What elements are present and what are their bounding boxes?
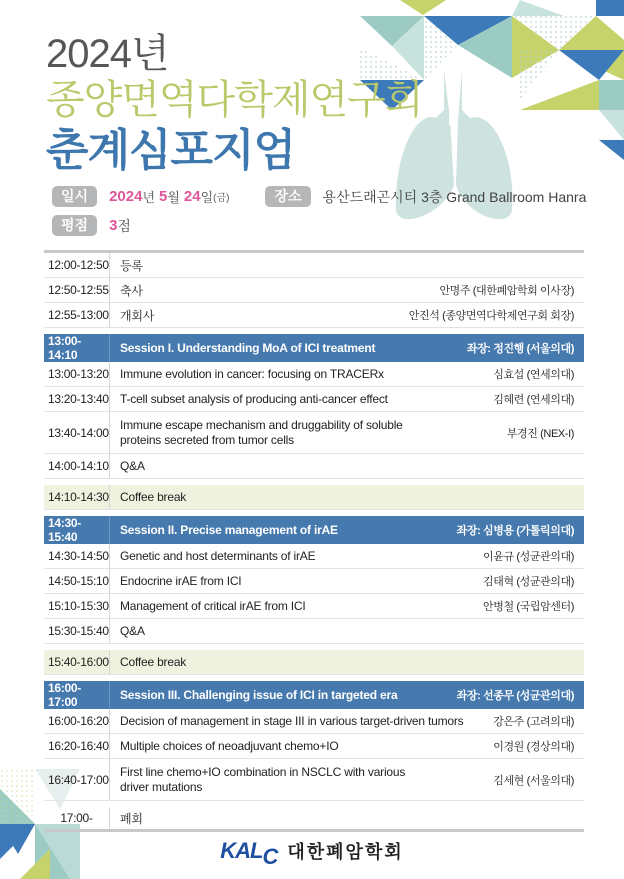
- date-year-unit: 년: [142, 190, 155, 205]
- society-name: 대한폐암학회: [287, 842, 404, 862]
- row-topic: Coffee break: [120, 655, 187, 669]
- schedule-row: [44, 362, 584, 387]
- row-time: 16:00-16:20: [44, 709, 110, 733]
- row-topic: T-cell subset analysis of producing anti-cancer effect: [120, 392, 388, 406]
- footer-logo: [0, 838, 624, 869]
- row-time: 12:00-12:50: [44, 253, 110, 277]
- schedule-row: [44, 709, 584, 734]
- session-chair: 좌장: 선종무 (성균관의대): [456, 690, 574, 702]
- logo-mark-text: KAL: [220, 838, 263, 863]
- credits-unit: 점: [117, 217, 131, 234]
- row-topic: Immune escape mechanism and druggability of soluble proteins secreted from tumor cells: [120, 417, 403, 447]
- schedule-row: [44, 544, 584, 569]
- row-topic: 축사: [120, 283, 143, 298]
- date-venue-row: [52, 186, 586, 207]
- row-speaker: 김세현 (서울의대): [493, 774, 574, 787]
- date-label-badge: 일시: [52, 186, 97, 207]
- row-topic: 개회사: [120, 308, 155, 323]
- row-topic: Q&A: [120, 624, 145, 638]
- row-speaker: 심효섭 (연세의대): [493, 369, 574, 381]
- kalc-logo-icon: [220, 838, 278, 869]
- row-topic: 폐회: [120, 811, 143, 826]
- row-topic: Immune evolution in cancer: focusing on TRACERx: [120, 367, 384, 381]
- row-time: 13:00-13:20: [44, 362, 110, 386]
- event-year: 2024년: [46, 32, 169, 76]
- row-topic: Endocrine irAE from ICI: [120, 574, 242, 588]
- logo-mark-sub: C: [262, 844, 278, 869]
- row-topic: Decision of management in stage III in various target-driven tumors: [120, 714, 464, 728]
- session-title: Session II. Precise management of irAE: [120, 523, 338, 537]
- schedule-row: [44, 759, 584, 801]
- schedule-row: [44, 454, 584, 479]
- session-time: 13:00-14:10: [44, 334, 110, 362]
- session-header-row: [44, 334, 584, 362]
- venue-label-badge: 장소: [265, 186, 310, 207]
- session-time: 14:30-15:40: [44, 516, 110, 544]
- row-time: 14:30-14:50: [44, 544, 110, 568]
- row-time: 14:50-15:10: [44, 569, 110, 593]
- row-speaker: 이경원 (경상의대): [493, 741, 574, 753]
- row-time: 15:10-15:30: [44, 594, 110, 618]
- coffee-break-row: [44, 650, 584, 675]
- row-topic: Q&A: [120, 459, 145, 473]
- row-topic: Coffee break: [120, 490, 187, 504]
- session-header-row: [44, 516, 584, 544]
- row-time: 15:30-15:40: [44, 619, 110, 643]
- row-time: 13:40-14:00: [44, 412, 110, 453]
- schedule-row: [44, 569, 584, 594]
- row-topic: Genetic and host determinants of irAE: [120, 549, 316, 563]
- organization-name: 종양면역다학제연구회: [46, 78, 423, 122]
- row-speaker: 안병철 (국립암센터): [483, 601, 574, 613]
- session-chair: 좌장: 심병용 (가톨릭의대): [456, 525, 574, 537]
- credits-value: 3: [109, 217, 118, 234]
- credits-row: [52, 215, 131, 236]
- schedule-row: [44, 734, 584, 759]
- row-time: 15:40-16:00: [44, 650, 110, 674]
- schedule-row: [44, 619, 584, 644]
- date-weekday: (금): [213, 193, 230, 204]
- session-header-row: [44, 681, 584, 709]
- row-time: 13:20-13:40: [44, 387, 110, 411]
- row-topic: First line chemo+IO combination in NSCLC with various driver mutations: [120, 764, 406, 794]
- row-speaker: 이윤규 (성균관의대): [483, 551, 574, 563]
- schedule-row: [44, 253, 584, 278]
- schedule-row: [44, 594, 584, 619]
- date-month: 5: [159, 188, 168, 205]
- coffee-break-row: [44, 485, 584, 510]
- row-speaker: 안진석 (종양면역다학제연구회 회장): [408, 310, 574, 322]
- schedule-row: [44, 278, 584, 303]
- row-speaker: 안명주 (대한폐암학회 이사장): [439, 285, 574, 297]
- session-chair: 좌장: 정진행 (서울의대): [466, 343, 574, 355]
- session-title: Session I. Understanding MoA of ICI treatment: [120, 341, 376, 355]
- row-speaker: 강은주 (고려의대): [493, 716, 574, 728]
- row-time: 12:55-13:00: [44, 303, 110, 327]
- credits-label-badge: 평점: [52, 215, 97, 236]
- row-time: 16:20-16:40: [44, 734, 110, 758]
- row-topic: Management of critical irAE from ICI: [120, 599, 306, 613]
- row-time: 17:00-: [44, 807, 110, 829]
- row-speaker: 김태혁 (성균관의대): [483, 576, 574, 588]
- row-topic: Multiple choices of neoadjuvant chemo+IO: [120, 739, 339, 753]
- date-month-unit: 월: [167, 190, 180, 205]
- row-speaker: 김혜련 (연세의대): [493, 394, 574, 406]
- date-day-unit: 일: [200, 190, 214, 205]
- schedule-row: [44, 387, 584, 412]
- schedule-row: [44, 412, 584, 454]
- row-speaker: 부경진 (NEX-I): [506, 427, 574, 440]
- date-year: 2024: [109, 188, 143, 205]
- row-time: 14:00-14:10: [44, 454, 110, 478]
- row-time: 14:10-14:30: [44, 485, 110, 509]
- event-title: 춘계심포지엄: [46, 126, 296, 175]
- schedule-table: [44, 250, 584, 832]
- schedule-row-closing: [44, 807, 584, 832]
- session-time: 16:00-17:00: [44, 681, 110, 709]
- schedule-row: [44, 303, 584, 328]
- venue-text: 용산드래곤시티 3층 Grand Ballroom Hanra: [322, 188, 587, 205]
- row-time: 12:50-12:55: [44, 278, 110, 302]
- row-time: 16:40-17:00: [44, 759, 110, 800]
- row-topic: 등록: [120, 258, 143, 273]
- session-title: Session III. Challenging issue of ICI in targeted era: [120, 688, 398, 702]
- date-day: 24: [183, 188, 201, 205]
